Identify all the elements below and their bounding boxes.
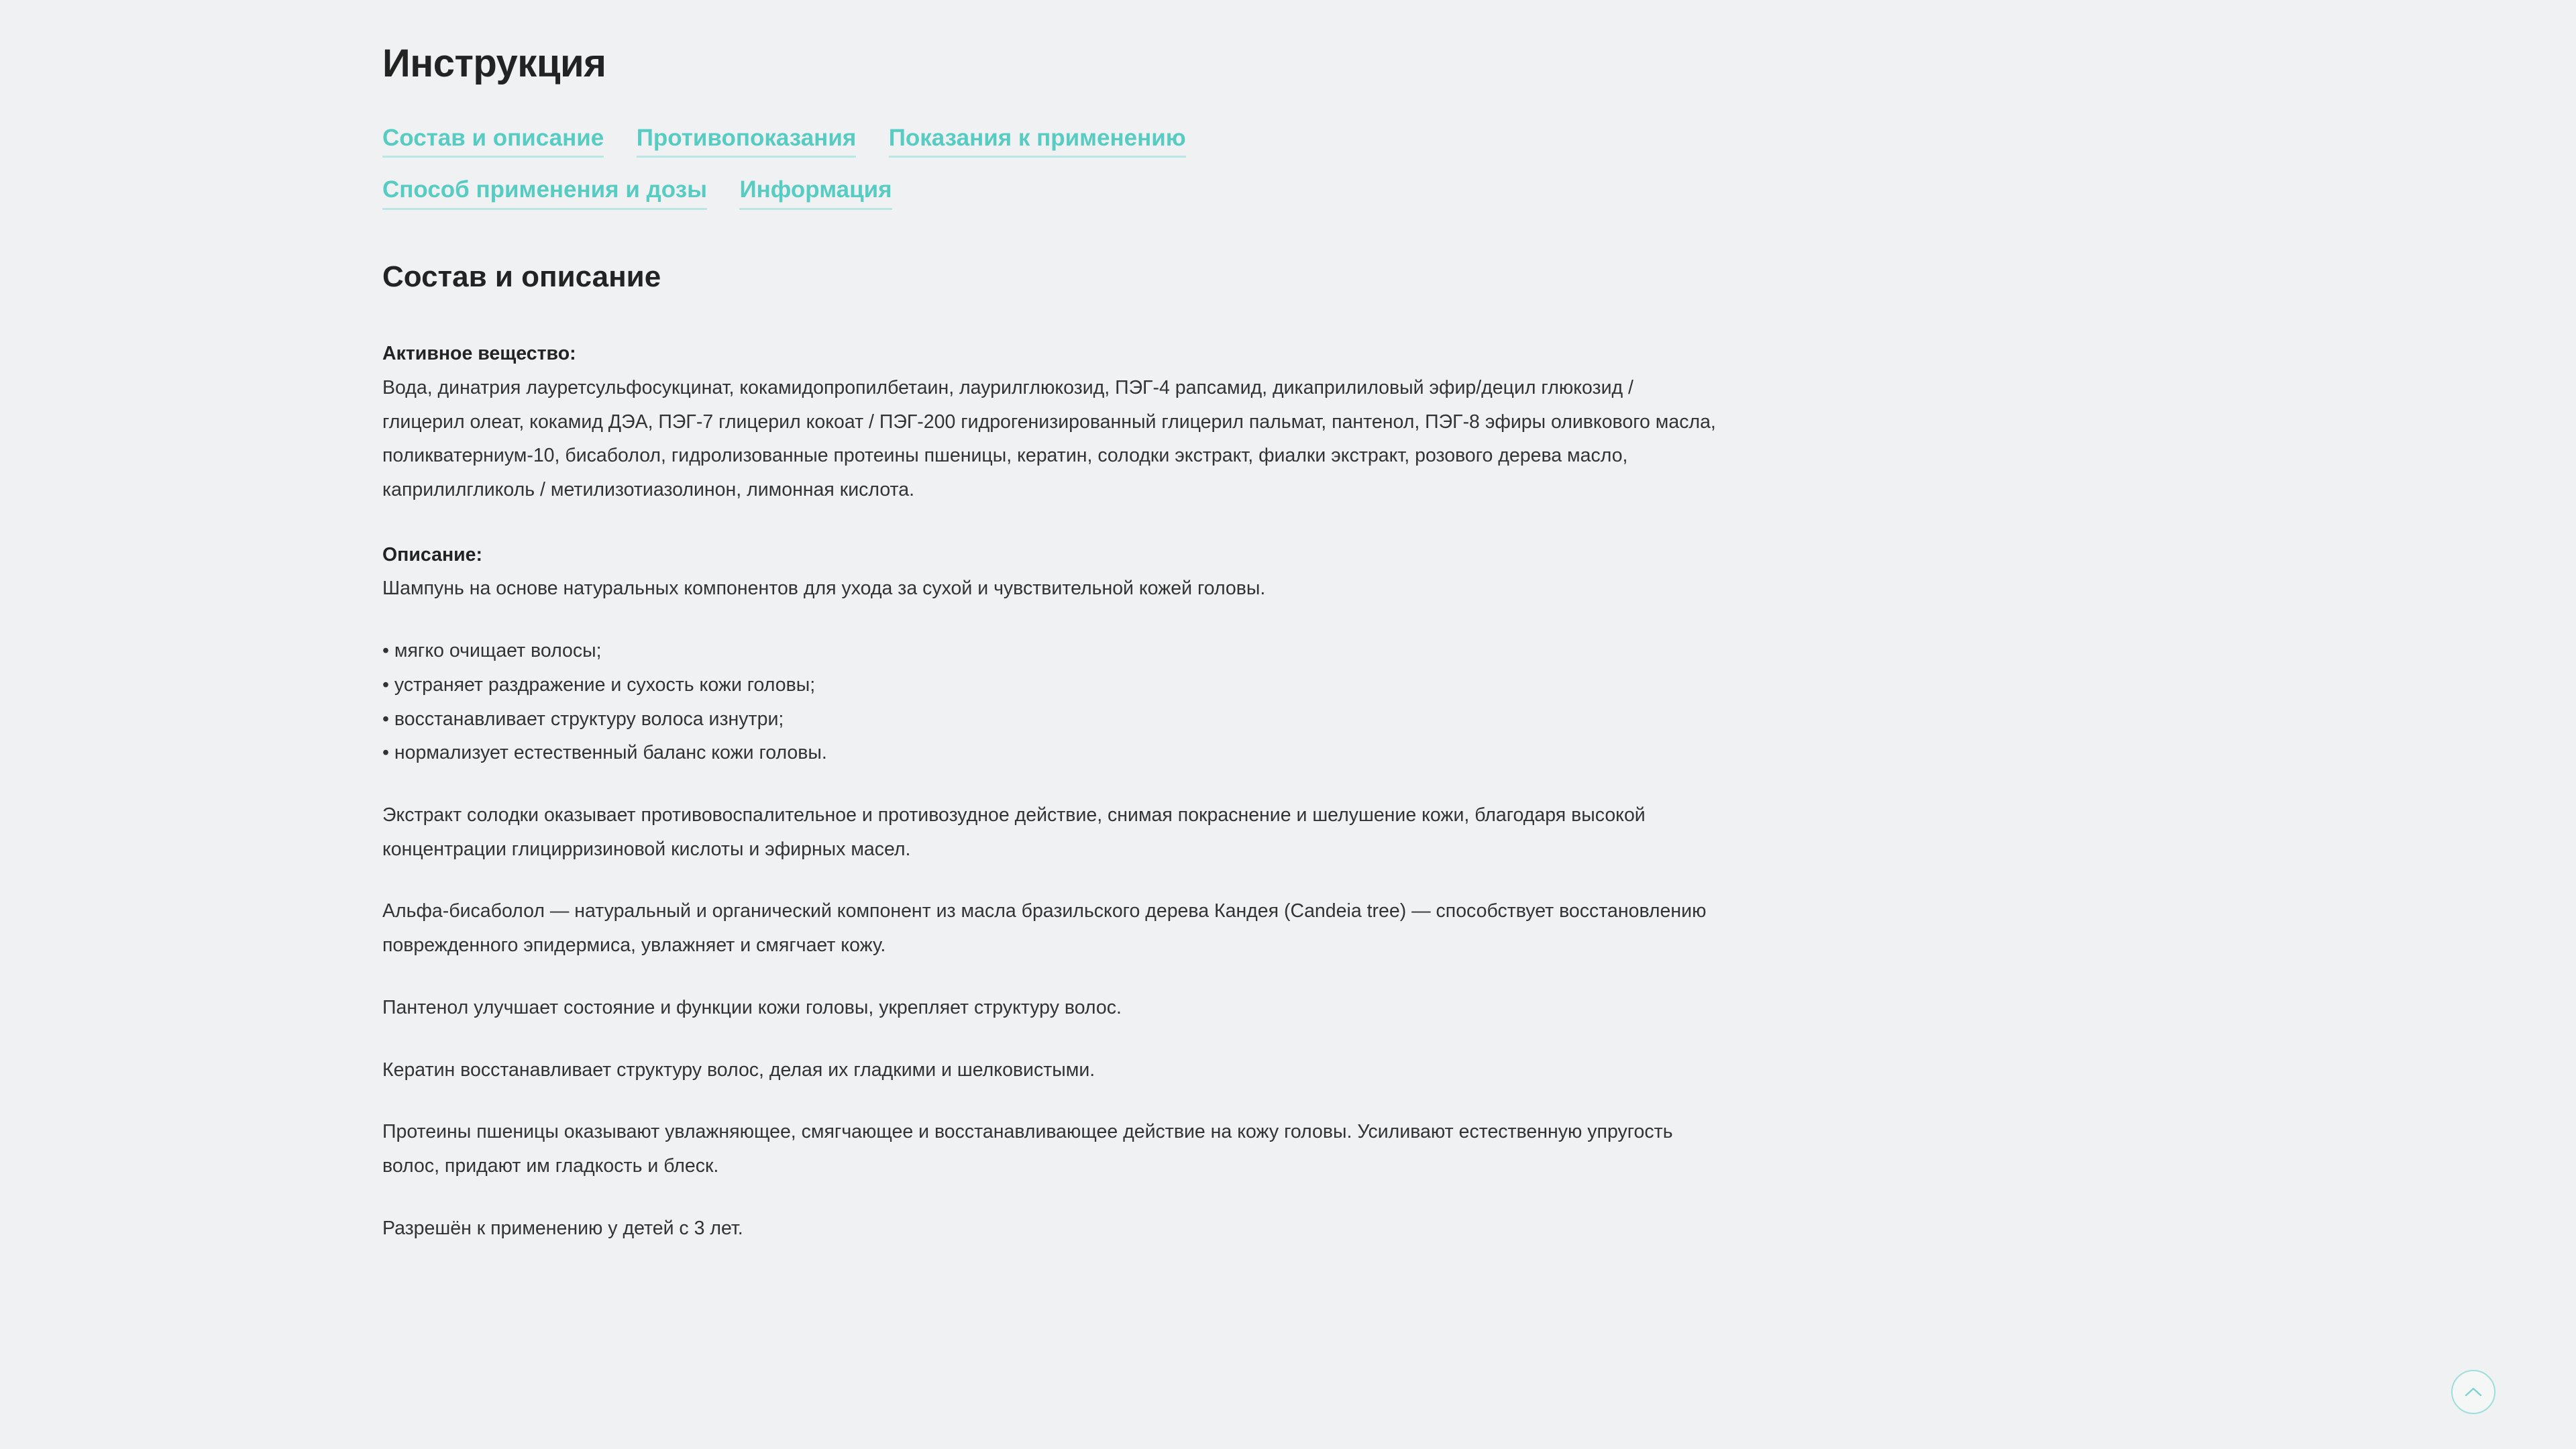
anchor-link-pokazaniya-k-primeneniyu[interactable]: Показания к применению	[889, 123, 1186, 158]
page-title: Инструкция	[382, 42, 606, 85]
section-body	[382, 337, 1717, 1245]
paragraph-panthenol: Пантенол улучшает состояние и функции кожи головы, укрепляет структуру волос.	[382, 996, 1122, 1018]
paragraph-licorice-extract: Экстракт солодки оказывает противовоспалительное и противозудное действие, снимая покраснение и шелушение кожи, благодаря высокой концентрации глицирризиновой кислоты и эфирных масел.	[382, 804, 1646, 860]
description-text: Шампунь на основе натуральных компонентов для ухода за сухой и чувствительной кожей головы.	[382, 578, 1266, 600]
anchor-row-1	[382, 123, 1429, 158]
anchor-link-informaciya[interactable]: Информация	[739, 175, 892, 210]
anchor-navigation	[382, 123, 1429, 211]
list-item: • восстанавливает структуру волоса изнутри;	[382, 708, 784, 730]
anchor-row-2	[382, 175, 1429, 210]
section-heading-sostav-i-opisanie: Состав и описание	[382, 260, 661, 294]
spacer	[382, 1183, 1717, 1212]
anchor-link-sostav-i-opisanie[interactable]: Состав и описание	[382, 123, 604, 158]
anchor-link-sposob-primeneniya-i-dozy[interactable]: Способ применения и дозы	[382, 175, 707, 210]
benefits-list	[382, 634, 1717, 770]
paragraph-wheat-proteins: Протеины пшеницы оказывают увлажняющее, смягчающее и восстанавливающее действие на кожу головы. Усиливают естественную упругость волос, придают им гладкость и блеск.	[382, 1121, 1673, 1177]
spacer	[382, 866, 1717, 894]
active-substance-text: Вода, динатрия лауретсульфосукцинат, кокамидопропилбетаин, лаурилглюкозид, ПЭГ-4 рапсамид, дикаприлиловый эфир/децил глюкозид / глицерил олеат, кокамид ДЭА, ПЭГ-7 глицерил кокоат / ПЭГ-200 гидрогенизированный глицерил пальмат, пантенол, ПЭГ-8 эфиры оливкового масла, поликватерниум-10, бисаболол, гидролизованные протеины пшеницы, кератин, солодки экстракт, фиалки экстракт, розового дерева масло, каприлилгликоль / метилизотиазолинон, лимонная кислота.	[382, 376, 1716, 500]
spacer	[382, 963, 1717, 991]
paragraph-alpha-bisabolol: Альфа-бисаболол — натуральный и органический компонент из масла бразильского дерева Кандея (Candeia tree) — способствует восстановлению поврежденного эпидермиса, увлажняет и смягчает кожу.	[382, 900, 1707, 957]
spacer	[382, 1087, 1717, 1115]
spacer	[382, 507, 1717, 538]
scroll-to-top-button[interactable]	[2451, 1370, 2496, 1414]
spacer	[382, 770, 1717, 798]
chevron-up-icon	[2465, 1387, 2482, 1397]
list-item: • мягко очищает волосы;	[382, 640, 602, 662]
description-label: Описание:	[382, 543, 483, 566]
list-item: • нормализует естественный баланс кожи головы.	[382, 742, 827, 764]
list-item: • устраняет раздражение и сухость кожи головы;	[382, 674, 816, 696]
spacer	[382, 1025, 1717, 1053]
instruction-content	[382, 40, 1791, 1245]
active-substance-label: Активное вещество:	[382, 343, 576, 365]
paragraph-children-age: Разрешён к применению у детей с 3 лет.	[382, 1217, 743, 1239]
spacer	[382, 606, 1717, 634]
anchor-link-protivopokazaniya[interactable]: Противопоказания	[637, 123, 857, 158]
paragraph-keratin: Кератин восстанавливает структуру волос, делая их гладкими и шелковистыми.	[382, 1059, 1095, 1081]
